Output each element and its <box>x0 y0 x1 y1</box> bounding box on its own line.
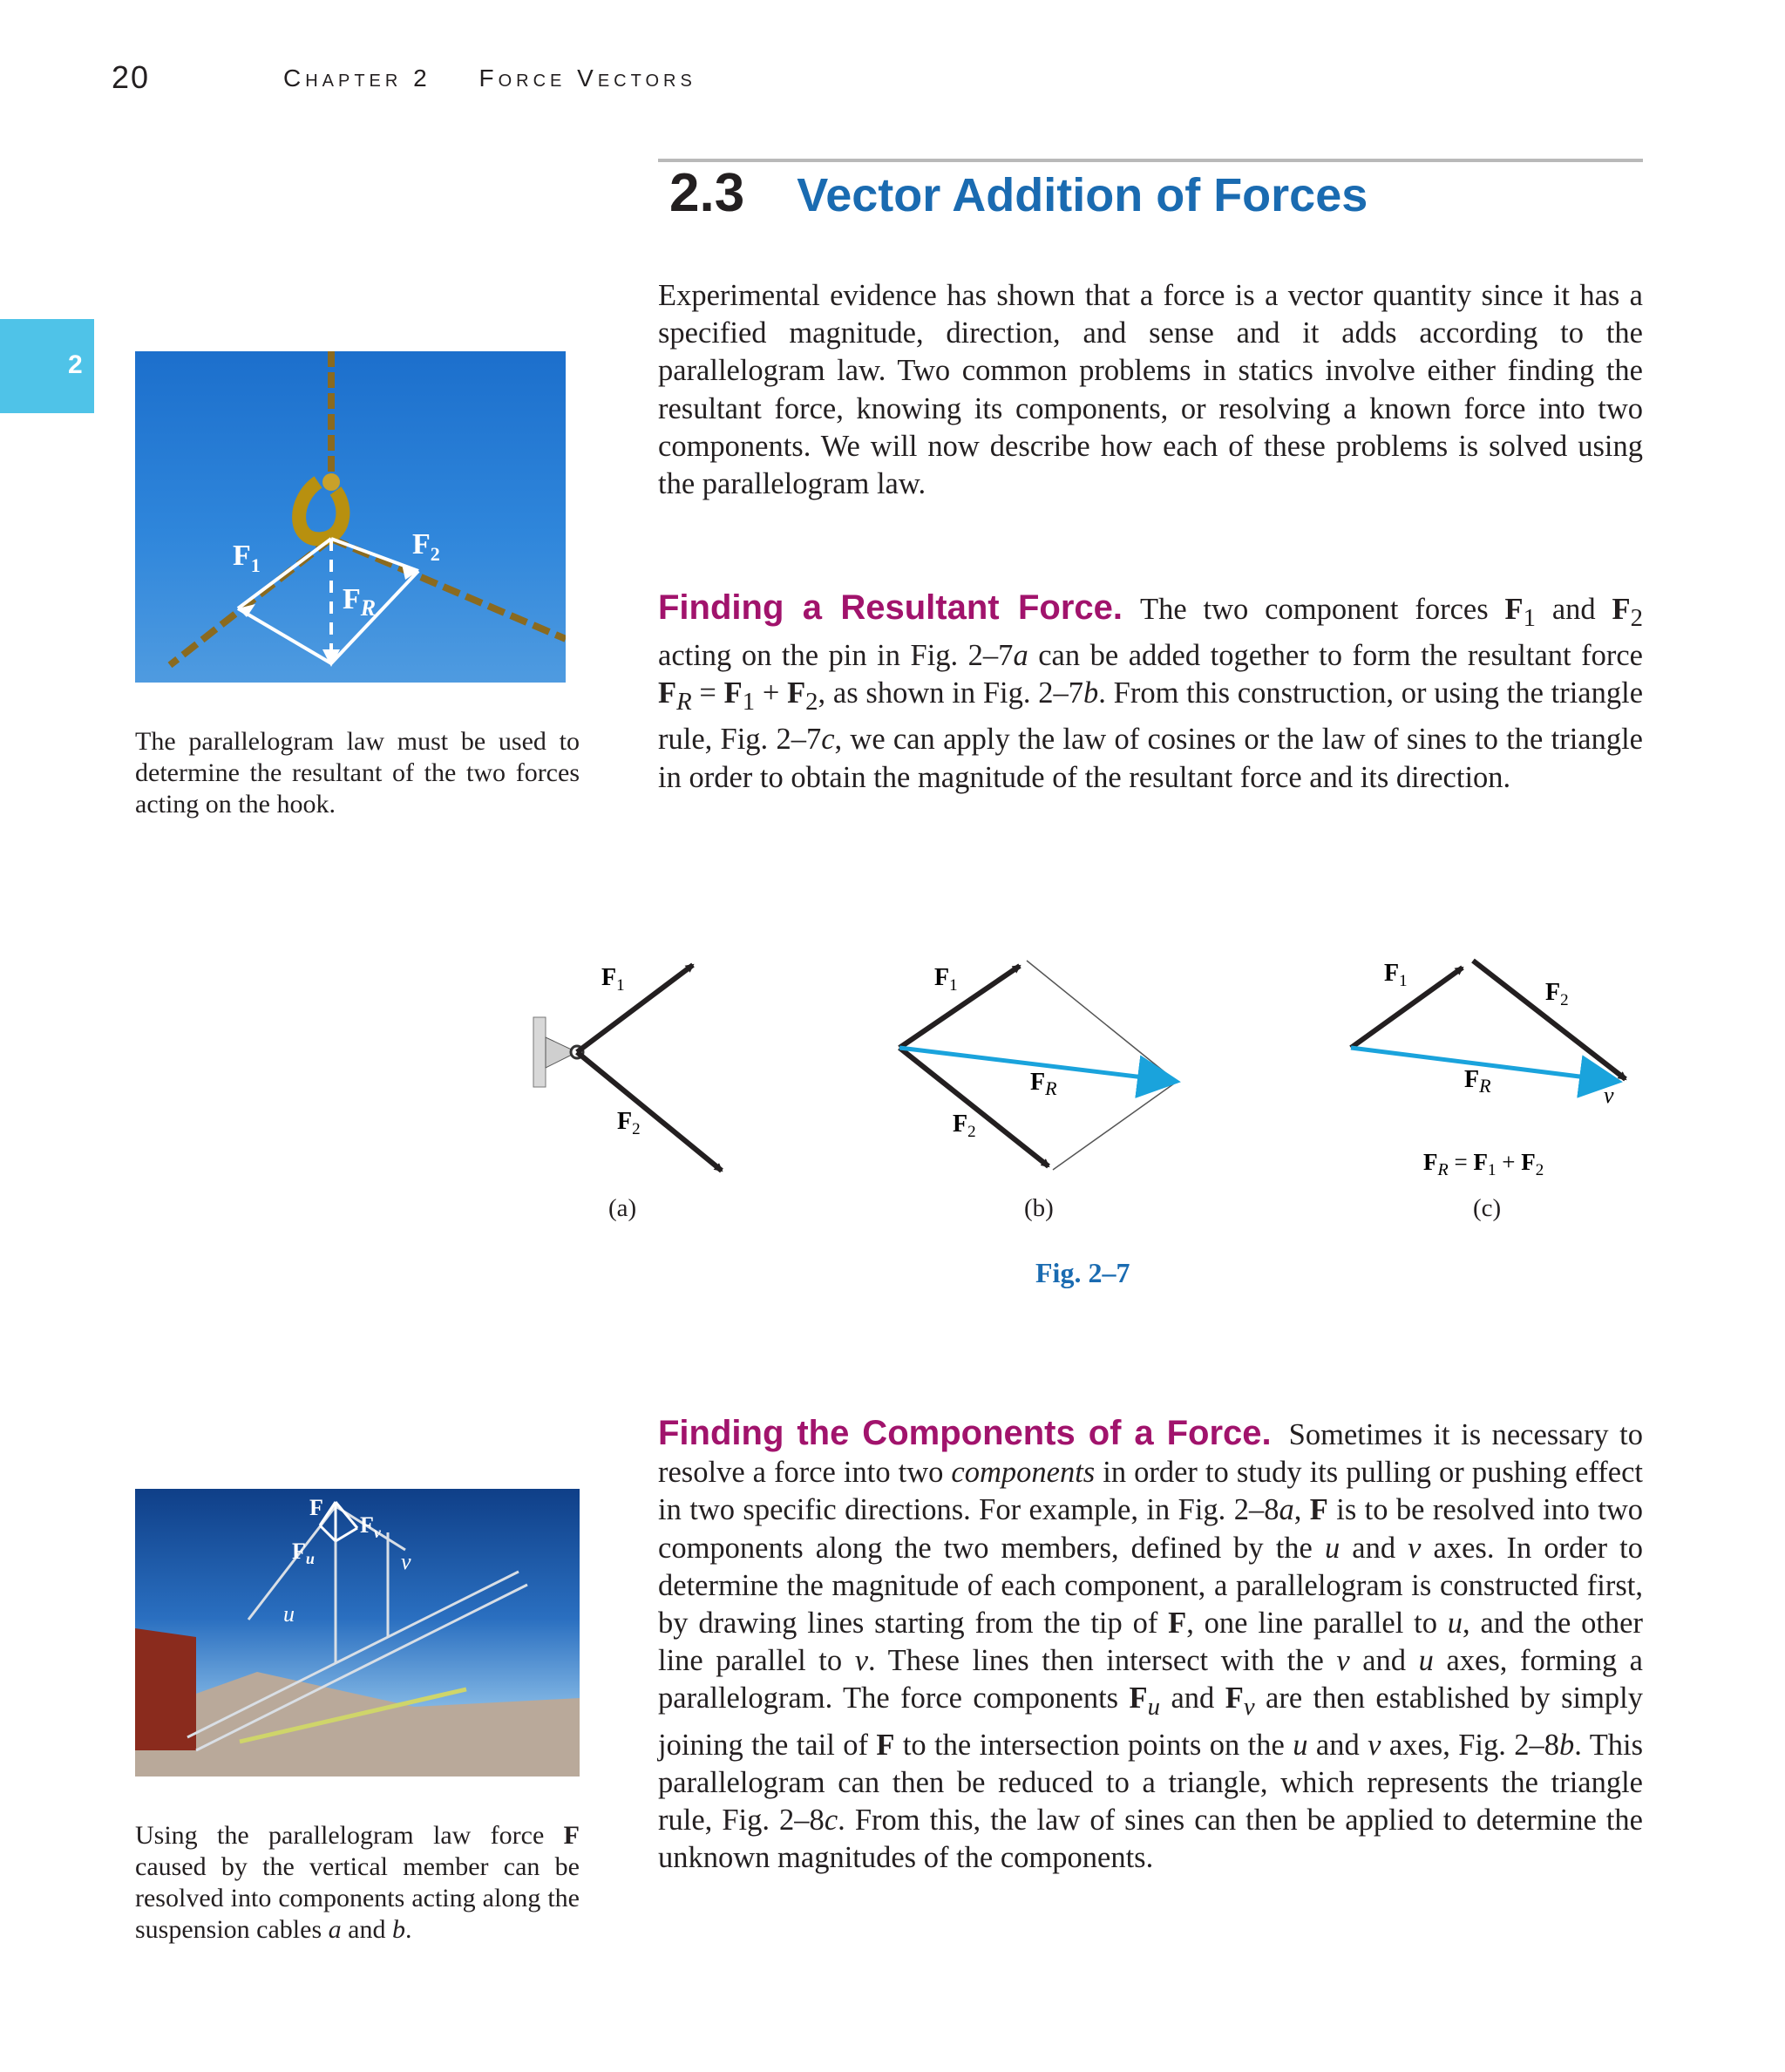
components-heading: Finding the Components of a Force. <box>658 1414 1272 1452</box>
resultant-heading: Finding a Resultant Force. <box>658 588 1123 627</box>
hook-caption: The parallelogram law must be used to determine the resultant of the two forces acting on the hook. <box>135 727 580 819</box>
crane-fv-label: $F_v$ <box>360 1512 381 1541</box>
resultant-paragraph <box>658 589 1643 797</box>
crane-photo-drawing <box>135 1489 580 1776</box>
label-f2-c: $F_2$ <box>1545 979 1569 1009</box>
equation-fr: $F_R = F_1 + F_2$ <box>1423 1149 1544 1179</box>
resultant-text: Finding a Resultant Force. The two component forces $F_1$ and $F_2$ acting on the pin in Fig. 2–7a can be added together to form the resultant force $F_R = F_1 + F_2$, as shown in Fig. 2–7b. From this construction, or using the triangle rule, Fig. 2–7c, we can apply the law of cosines or the law of sines to the triangle in order to obtain the magnitude of the resultant force and its direction. <box>658 588 1644 794</box>
figure-b <box>899 961 1177 1170</box>
crane-photo <box>135 1489 580 1776</box>
photo-fr-label: $F_R$ <box>343 583 377 621</box>
figure-a <box>533 964 722 1171</box>
label-fr-b: $F_R$ <box>1030 1069 1057 1099</box>
crane-v-label: v <box>401 1549 411 1574</box>
wall-support <box>533 1017 546 1087</box>
gravel-pile <box>135 1672 580 1776</box>
plant-building <box>135 1628 196 1750</box>
label-f2-a: $F_2$ <box>617 1108 641 1138</box>
arrow-f2-a <box>577 1052 722 1171</box>
fig-label-c: (c) <box>1473 1194 1502 1222</box>
hook-photo-drawing <box>135 351 566 683</box>
arrow-f1-b <box>899 966 1020 1048</box>
photo-f1-label: $F_1$ <box>233 540 261 576</box>
label-f1-c: $F_1$ <box>1384 960 1408 990</box>
section-title: Vector Addition of Forces <box>797 169 1368 221</box>
figure-c <box>1351 960 1626 1179</box>
crane-fu-label: $F_u$ <box>292 1539 315 1567</box>
hook-icon <box>299 473 343 539</box>
label-v-c: v <box>1604 1083 1614 1108</box>
chapter-tab-number: 2 <box>68 350 83 379</box>
crane-u-label: u <box>283 1601 295 1627</box>
crane-f-label: F <box>309 1495 323 1520</box>
label-f1-a: $F_1$ <box>601 964 625 995</box>
chapter-title: Force Vectors <box>478 65 696 92</box>
arrow-f1-a <box>577 965 693 1052</box>
components-paragraph <box>658 1415 1643 1877</box>
intro-text: Experimental evidence has shown that a force is a vector quantity since it has a specified magnitude, direction, and sense and it adds according to the parallelogram law. Two common problems in statics involve either finding the resultant force, knowing its components, or resolving a known force into two components. We will now describe how each of these problems is solved using the parallelogram law. <box>658 279 1643 501</box>
arrow-f2-b <box>899 1048 1049 1166</box>
chapter-label: Chapter 2 <box>283 65 431 92</box>
components-text: Finding the Components of a Force. Sometimes it is necessary to resolve a force into two components in order to study its pulling or pushing effect in two specific directions. For example, in Fig. 2–8a, F is to be resolved into two components along the two members, defined by the u and v axes. In order to determine the magnitude of each component, a parallelogram is constructed first, by drawing lines starting from the tip of F, one line parallel to u, and the other line parallel to v. These lines then intersect with the v and u axes, forming a parallelogram. The force components $F_u$ and $F_v$ are then established by simply joining the tail of F to the intersection points on the u and v axes, Fig. 2–8b. This parallelogram can then be reduced to a triangle, which represents the triangle rule, Fig. 2–8c. From this, the law of sines can then be applied to determine the unknown magnitudes of the components. <box>658 1414 1644 1875</box>
figure-2-7 <box>514 941 1665 1229</box>
label-f1-b: $F_1$ <box>934 964 958 995</box>
photo-f2-label: $F_2$ <box>412 528 440 565</box>
running-head <box>283 65 733 92</box>
fig-label-b: (b) <box>1024 1194 1054 1222</box>
figure-title: Fig. 2–7 <box>1035 1257 1130 1288</box>
crane-caption: Using the parallelogram law force F caused by the vertical member can be resolved into components acting along the suspension cables a and b. <box>135 1821 580 1944</box>
section-heading <box>669 162 1368 224</box>
page-number: 20 <box>112 59 151 95</box>
section-number: 2.3 <box>669 163 745 223</box>
hook-photo <box>135 351 566 683</box>
intro-paragraph <box>658 277 1643 503</box>
label-f2-b: $F_2$ <box>953 1111 976 1141</box>
fig-label-a: (a) <box>608 1194 637 1222</box>
label-fr-c: $F_R$ <box>1464 1066 1491 1097</box>
parallelogram-lines <box>238 539 418 663</box>
chapter-tab <box>0 319 94 413</box>
